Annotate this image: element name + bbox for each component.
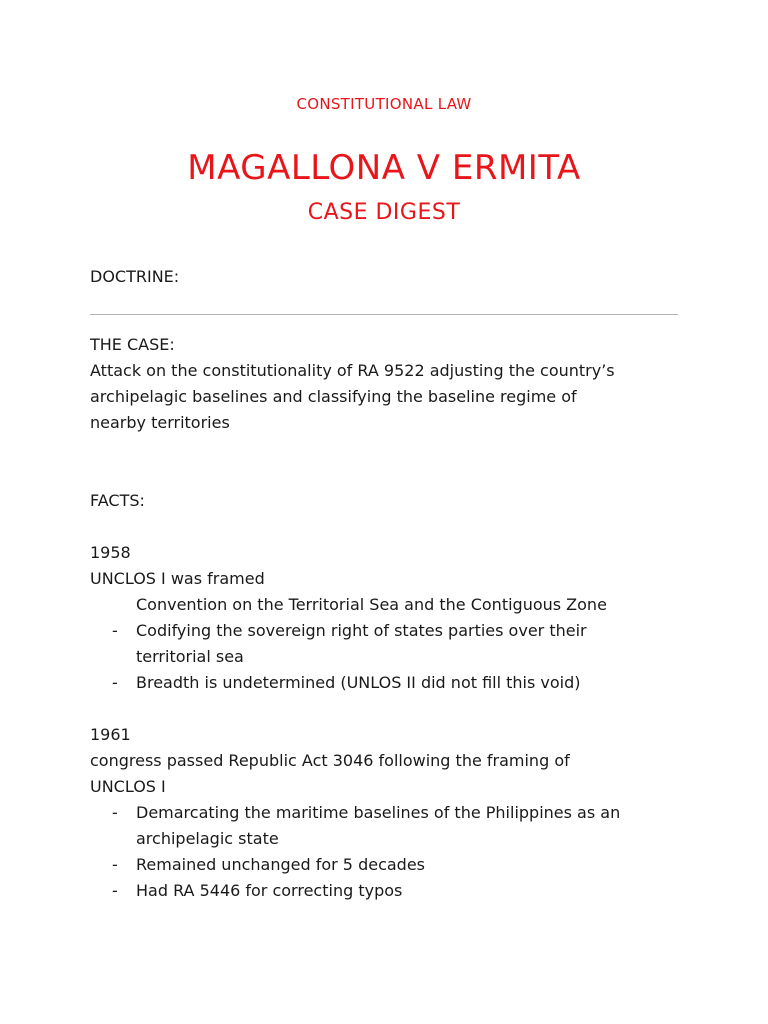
facts-1958 [90,540,690,696]
facts-label: FACTS: [90,491,145,510]
year-label: 1958 [90,543,131,562]
bullet-item [90,852,690,878]
dash-marker: - [112,621,118,640]
dash-marker: - [112,803,118,822]
bullet-text: archipelagic state [136,829,279,848]
dash-marker: - [112,673,118,692]
dash-marker: - [112,881,118,900]
bullet-item [90,800,690,852]
doctrine-section [90,264,690,290]
section-divider [90,314,678,315]
doctrine-label: DOCTRINE: [90,267,180,286]
bullet-text: Had RA 5446 for correcting typos [136,881,403,900]
bullet-item [90,670,690,696]
the-case-label: THE CASE: [90,335,175,354]
case-subtitle: CASE DIGEST [307,200,461,225]
facts-1961 [90,722,690,904]
fact-line: UNCLOS I [90,777,166,796]
bullet-item [90,618,690,670]
facts-section [90,488,690,514]
fact-line: congress passed Republic Act 3046 following the framing of [90,751,570,770]
bullet-text: Remained unchanged for 5 decades [136,855,425,874]
bullet-item [90,878,690,904]
subject-heading: CONSTITUTIONAL LAW [296,95,472,113]
bullet-text: Demarcating the maritime baselines of the Philippines as an [136,803,621,822]
the-case-line: Attack on the constitutionality of RA 9522 adjusting the country’s [90,361,615,380]
the-case-line: nearby territories [90,413,230,432]
bullet-text: Codifying the sovereign right of states parties over their [136,621,587,640]
bullet-text: Breadth is undetermined (UNLOS II did not fill this void) [136,673,581,692]
fact-line: UNCLOS I was framed [90,569,265,588]
bullet-text: territorial sea [136,647,244,666]
case-title: MAGALLONA V ERMITA [187,148,581,188]
fact-subline: Convention on the Territorial Sea and the Contiguous Zone [136,595,607,614]
the-case-section [90,332,690,436]
dash-marker: - [112,855,118,874]
the-case-line: archipelagic baselines and classifying the baseline regime of [90,387,577,406]
year-label: 1961 [90,725,131,744]
